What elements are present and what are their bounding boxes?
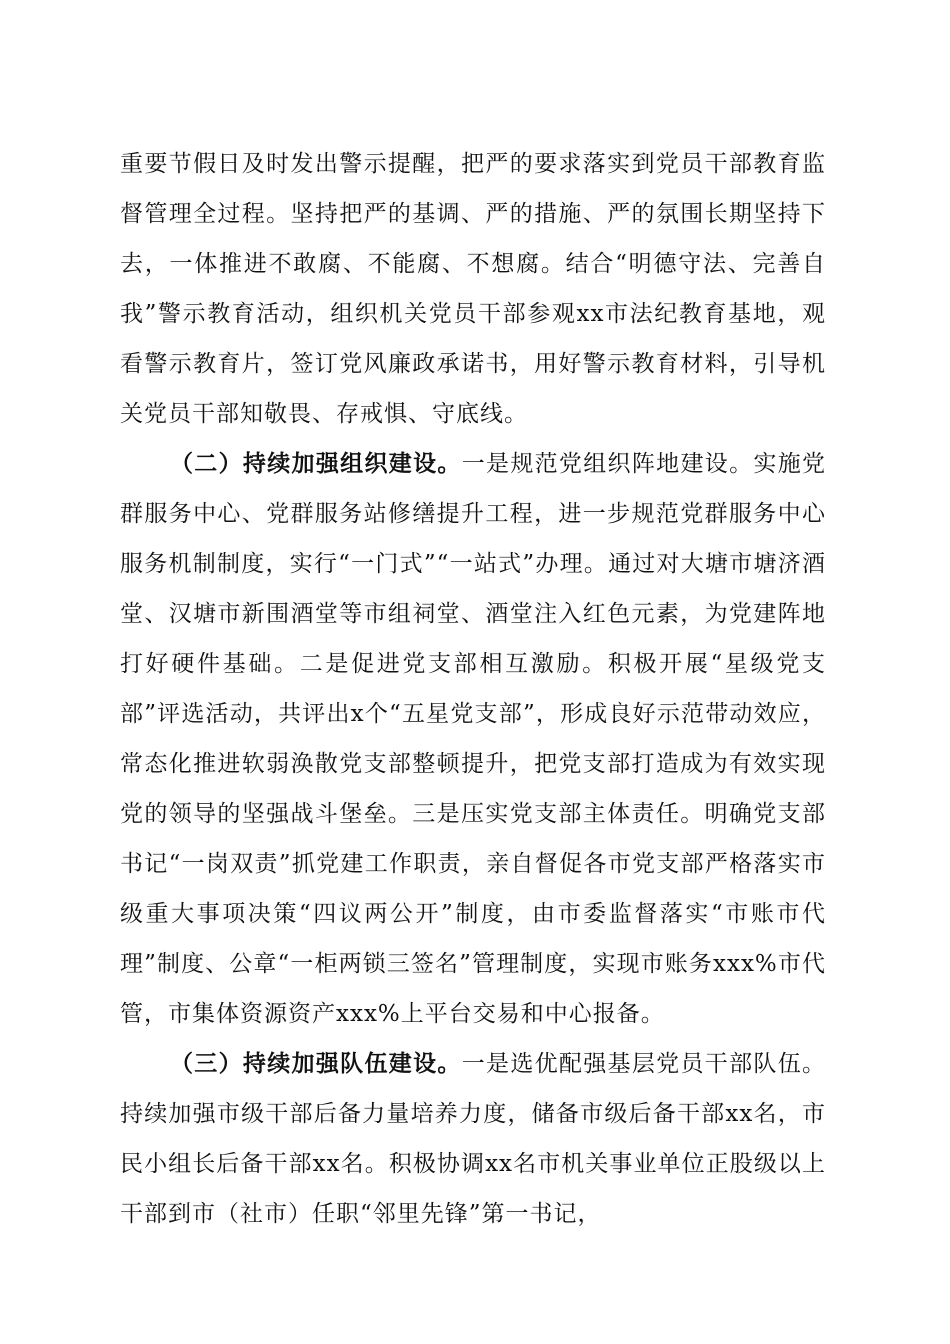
paragraph-organization-building <box>120 439 826 1039</box>
paragraph-team-building <box>120 1039 826 1239</box>
paragraph-warning-education <box>120 139 826 439</box>
section-heading: （二）持续加强组织建设。 <box>170 450 462 477</box>
section-heading: （三）持续加强队伍建设。 <box>170 1050 462 1077</box>
document-body <box>120 139 826 1239</box>
paragraph-text: 一是规范党组织阵地建设。实施党群服务中心、党群服务站修缮提升工程，进一步规范党群服务中心服务机制制度，实行“一门式”“一站式”办理。通过对大塘市塘济酒堂、汉塘市新围酒堂等市组祠堂、酒堂注入红色元素，为党建阵地打好硬件基础。二是促进党支部相互激励。积极开展“星级党支部”评选活动，共评出x个“五星党支部”，形成良好示范带动效应，常态化推进软弱涣散党支部整顿提升，把党支部打造成为有效实现党的领导的坚强战斗堡垒。三是压实党支部主体责任。明确党支部书记“一岗双责”抓党建工作职责，亲自督促各市党支部严格落实市级重大事项决策“四议两公开”制度，由市委监督落实“市账市代理”制度、公章“一柜两锁三签名”管理制度，实现市账务xxx%市代管，市集体资源资产xxx%上平台交易和中心报备。 <box>120 451 827 1027</box>
paragraph-text: 一是选优配强基层党员干部队伍。持续加强市级干部后备力量培养力度，储备市级后备干部xx名，市民小组长后备干部xx名。积极协调xx名市机关事业单位正股级以上干部到市（社市）任职“邻里先锋”第一书记， <box>120 1051 827 1227</box>
paragraph-text: 重要节假日及时发出警示提醒，把严的要求落实到党员干部教育监督管理全过程。坚持把严的基调、严的措施、严的氛围长期坚持下去，一体推进不敢腐、不能腐、不想腐。结合“明德守法、完善自我”警示教育活动，组织机关党员干部参观xx市法纪教育基地，观看警示教育片，签订党风廉政承诺书，用好警示教育材料，引导机关党员干部知敬畏、存戒惧、守底线。 <box>120 151 826 427</box>
